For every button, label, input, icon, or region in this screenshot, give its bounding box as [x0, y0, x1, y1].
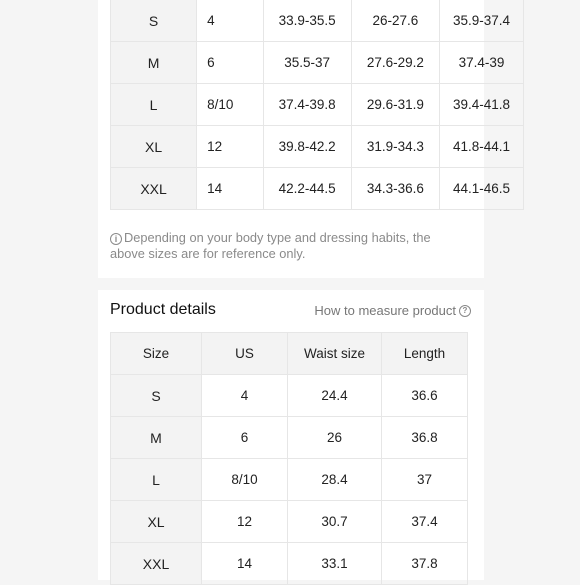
table-row	[111, 84, 524, 126]
table-row	[111, 0, 524, 42]
length-cell: 36.8	[382, 417, 468, 459]
table-row	[111, 417, 468, 459]
us-cell: 14	[202, 543, 288, 585]
size-reference-note	[110, 230, 450, 262]
measurement-cell: 26-27.6	[351, 0, 439, 42]
us-cell: 6	[197, 42, 263, 84]
waist-cell: 24.4	[288, 375, 382, 417]
table-row	[111, 501, 468, 543]
size-cell: XXL	[111, 168, 197, 210]
size-cell: M	[111, 417, 202, 459]
measurement-cell: 41.8-44.1	[439, 126, 523, 168]
waist-cell: 33.1	[288, 543, 382, 585]
column-header: Waist size	[288, 333, 382, 375]
body-size-table-viewport[interactable]	[110, 0, 510, 220]
measurement-cell: 31.9-34.3	[351, 126, 439, 168]
us-cell: 6	[202, 417, 288, 459]
measurement-cell: 42.2-44.5	[263, 168, 351, 210]
size-cell: S	[111, 0, 197, 42]
length-cell: 37.4	[382, 501, 468, 543]
us-cell: 14	[197, 168, 263, 210]
us-cell: 12	[197, 126, 263, 168]
size-cell: L	[111, 84, 197, 126]
body-size-table	[110, 0, 524, 210]
us-cell: 4	[197, 0, 263, 42]
waist-cell: 26	[288, 417, 382, 459]
product-details-card	[98, 290, 484, 580]
waist-cell: 28.4	[288, 459, 382, 501]
waist-cell: 30.7	[288, 501, 382, 543]
measurement-cell: 35.9-37.4	[439, 0, 523, 42]
section-title: Product details	[110, 301, 216, 318]
length-cell: 37	[382, 459, 468, 501]
measurement-cell: 29.6-31.9	[351, 84, 439, 126]
table-row	[111, 543, 468, 585]
size-cell: XL	[111, 501, 202, 543]
measurement-cell: 34.3-36.6	[351, 168, 439, 210]
how-to-measure-label: How to measure product	[314, 303, 456, 318]
size-cell: XL	[111, 126, 197, 168]
table-row	[111, 375, 468, 417]
measurement-cell: 37.4-39.8	[263, 84, 351, 126]
table-row	[111, 42, 524, 84]
size-cell: M	[111, 42, 197, 84]
us-cell: 8/10	[197, 84, 263, 126]
product-details-table	[110, 332, 468, 585]
us-cell: 8/10	[202, 459, 288, 501]
measurement-cell: 27.6-29.2	[351, 42, 439, 84]
table-row	[111, 459, 468, 501]
size-cell: L	[111, 459, 202, 501]
length-cell: 37.8	[382, 543, 468, 585]
table-header-row	[111, 333, 468, 375]
size-cell: S	[111, 375, 202, 417]
how-to-measure-link[interactable]	[314, 303, 471, 318]
body-size-card	[98, 0, 510, 278]
column-header: Length	[382, 333, 468, 375]
column-header: US	[202, 333, 288, 375]
us-cell: 4	[202, 375, 288, 417]
measurement-cell: 44.1-46.5	[439, 168, 523, 210]
measurement-cell: 33.9-35.5	[263, 0, 351, 42]
info-icon: i	[110, 233, 122, 245]
measurement-cell: 39.8-42.2	[263, 126, 351, 168]
table-row	[111, 168, 524, 210]
measurement-cell: 39.4-41.8	[439, 84, 523, 126]
column-header: Size	[111, 333, 202, 375]
table-row	[111, 126, 524, 168]
length-cell: 36.6	[382, 375, 468, 417]
measurement-cell: 37.4-39	[439, 42, 523, 84]
size-cell: XXL	[111, 543, 202, 585]
note-text: Depending on your body type and dressing habits, the above sizes are for reference only.	[110, 230, 431, 261]
question-circle-icon: ?	[459, 305, 471, 317]
us-cell: 12	[202, 501, 288, 543]
measurement-cell: 35.5-37	[263, 42, 351, 84]
